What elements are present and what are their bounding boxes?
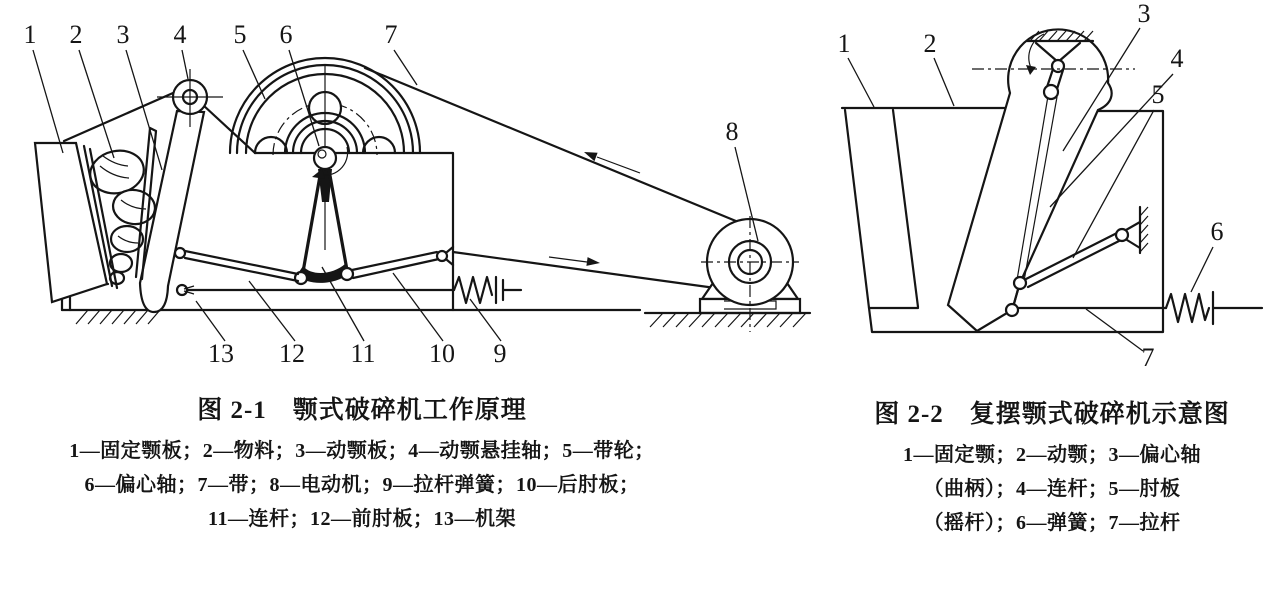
figure1-diagram [0, 0, 840, 380]
figure2-legend-line: （摇杆）；6—弹簧；7—拉杆 [923, 512, 1181, 534]
figure2-caption [840, 394, 1264, 540]
figure2-legend-line: 1—固定颚；2—动颚；3—偏心轴 [903, 444, 1201, 466]
callout-number: 7 [1141, 343, 1155, 372]
callout-number: 8 [725, 117, 739, 146]
frame-top-links [64, 93, 255, 153]
callout-number: 12 [279, 339, 305, 368]
figure1-legend-line: 6—偏心轴；7—带；8—电动机；9—拉杆弹簧；10—后肘板； [84, 474, 640, 496]
figure2-legend-line: （曲柄）；4—连杆；5—肘板 [923, 478, 1181, 500]
tension-rod-spring [177, 277, 521, 303]
callout-number: 13 [208, 339, 234, 368]
electric-motor [700, 216, 800, 332]
eccentric-shaft [312, 147, 348, 179]
callout-number: 6 [1210, 217, 1224, 246]
rear-toggle-plate [352, 247, 453, 278]
callout-number: 2 [923, 29, 937, 58]
callout-number: 6 [279, 20, 293, 49]
drive-belt [365, 68, 748, 290]
callout-number: 7 [384, 20, 398, 49]
figure2-caption-title: 图 2-2 复摆颚式破碎机示意图 [874, 401, 1230, 428]
front-toggle-plate [175, 248, 298, 281]
callout-number: 3 [1137, 0, 1151, 28]
callout-number: 4 [1170, 44, 1184, 73]
figure1-legend-line: 11—连杆；12—前肘板；13—机架 [208, 508, 516, 530]
figure1-caption [58, 390, 666, 536]
figure2-diagram [830, 0, 1264, 380]
figure1-caption-title: 图 2-1 颚式破碎机工作原理 [197, 397, 527, 424]
pull-rod-spring [1018, 292, 1262, 324]
connecting-rod [295, 169, 353, 284]
callout-number: 3 [116, 20, 130, 49]
callout-number: 1 [23, 20, 37, 49]
callout-number: 2 [69, 20, 83, 49]
callout-number: 5 [233, 20, 247, 49]
callout-number: 5 [1151, 80, 1165, 109]
callout-number: 10 [429, 339, 455, 368]
figure1-legend-line: 1—固定颚板；2—物料；3—动颚板；4—动颚悬挂轴；5—带轮； [69, 440, 655, 462]
suspension-shaft [157, 69, 223, 127]
callout-number: 1 [837, 29, 851, 58]
callout-number: 11 [350, 339, 376, 368]
callout-number: 4 [173, 20, 187, 49]
callout-number: 9 [493, 339, 507, 368]
ground-hatching [76, 310, 810, 327]
